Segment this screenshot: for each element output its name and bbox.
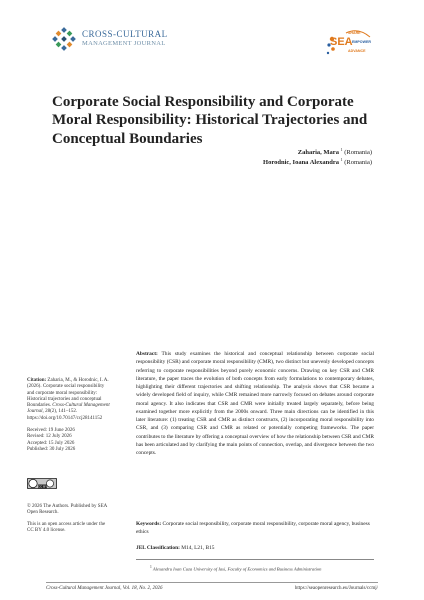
- footer-url-link[interactable]: https://seaopenresearch.eu/Journals/ccmj/: [294, 586, 378, 591]
- author-affiliation-sup: 1: [340, 157, 343, 162]
- date-accepted: Accepted: 15 July 2026: [27, 440, 75, 446]
- abstract: [136, 350, 374, 457]
- citation-line: Zaharia, M., & Horodnic, I. A.: [47, 378, 109, 383]
- copyright-block: [27, 504, 122, 517]
- footnote-marker: 1: [150, 565, 152, 569]
- keywords-text: Corporate social responsibility, corporate moral responsibility, corporate moral agency, business ethics: [136, 521, 370, 535]
- paper-title: Corporate Social Responsibility and Corporate Moral Responsibility: Historical Trajectories and Conceptual Boundaries: [52, 94, 368, 147]
- citation-journal: Cross-Cultural Management: [52, 403, 110, 409]
- footnote-divider: [136, 559, 374, 560]
- date-published: Published: 30 July 2026: [27, 446, 76, 452]
- jel-label: JEL Classification:: [136, 545, 180, 551]
- citation-volume: 28(2), 141–152.: [45, 409, 78, 415]
- license-block: [27, 522, 122, 535]
- footer-journal: Cross-Cultural Management Journal, Vol. 18, No. 2, 2026: [46, 586, 163, 591]
- journal-subtitle: MANAGEMENT JOURNAL: [82, 40, 166, 47]
- citation-line: Boundaries.: [27, 403, 52, 409]
- date-revised: Revised: 12 July 2026: [27, 434, 72, 440]
- keywords: [136, 521, 374, 536]
- keywords-label: Keywords:: [136, 521, 162, 527]
- jel-text: M14, L21, B15: [181, 545, 215, 551]
- jel-classification: [136, 545, 374, 552]
- cc-badge-text: CC BY: [37, 484, 48, 489]
- citation-line: Historical trajectories and conceptual: [27, 396, 102, 402]
- dates-block: [27, 428, 122, 453]
- journal-name: CROSS-CULTURAL: [82, 29, 168, 39]
- copyright-line: © 2026 The Authors. Published by SEA: [27, 504, 108, 509]
- footnote: [150, 565, 380, 572]
- publisher-tag-advance: ADVANCE: [348, 49, 366, 53]
- citation-line: and corporate moral responsibility:: [27, 390, 98, 396]
- footnote-text: Alexandru Ioan Cuza University of Iasi, Faculty of Economics and Business Administration: [152, 566, 322, 572]
- abstract-label: Abstract:: [136, 351, 158, 357]
- cc-license-icon[interactable]: [27, 478, 57, 489]
- author-affiliation-sup: 1: [340, 147, 343, 152]
- journal-logo-icon: [52, 27, 76, 51]
- footer-divider: [46, 582, 378, 583]
- abstract-text: This study examines the historical and conceptual relationship between corporate social responsibility (CSR) and corporate moral responsibility (CMR), two distinct but unevenly developed concepts referring to corporate responsibilities beyond purely economic concerns. Drawing on key CSR and CMR literature, the paper traces the evolution of both concepts from early formulations to contemporary debates, highlighting their different trajectories and shifting relationship. The analysis shows that CSR became a widely developed field of inquiry, while CMR remained more narrowly focused on debates around corporate moral agency. It also indicates that CSR and CMR were initially treated largely separately, before being examined together more explicitly from the 2000s onward. Three main directions can be identified in this later literature: (1) treating CSR and CMR as distinct constructs, (2) incorporating moral responsibility into CSR, and (3) comparing CSR and CMR as related or potentially competing frameworks. The paper contributes to the literature by offering a conceptual overview of how the relationship between CSR and CMR has been articulated and by clarifying the main points of connection, overlap, and divergence between the two concepts.: [136, 351, 374, 456]
- citation-label: Citation:: [27, 378, 47, 383]
- author-name: Zaharia, Mara: [297, 149, 339, 157]
- citation-block: [27, 378, 122, 422]
- license-line: This is an open access article under the: [27, 522, 106, 527]
- publisher-logo-word: SEA: [330, 36, 353, 48]
- author-country: (Romania): [344, 159, 372, 167]
- author-country: (Romania): [344, 149, 372, 157]
- copyright-line: Open Research.: [27, 510, 59, 516]
- author-line: [298, 147, 372, 156]
- author-name: Horodnic, Ioana Alexandra: [263, 159, 339, 167]
- date-received: Received: 19 June 2026: [27, 428, 75, 433]
- citation-doi-link[interactable]: https://doi.org/10.70147/ccj28141152: [27, 415, 103, 421]
- publisher-tag-share: SHARE: [348, 31, 361, 35]
- author-line: [263, 157, 372, 166]
- publisher-tag-empower: EMPOWER: [352, 40, 371, 44]
- citation-journal: Journal,: [27, 409, 44, 415]
- license-line: CC BY 4.0 license.: [27, 528, 66, 534]
- citation-line: (2026). Corporate social responsibility: [27, 384, 105, 390]
